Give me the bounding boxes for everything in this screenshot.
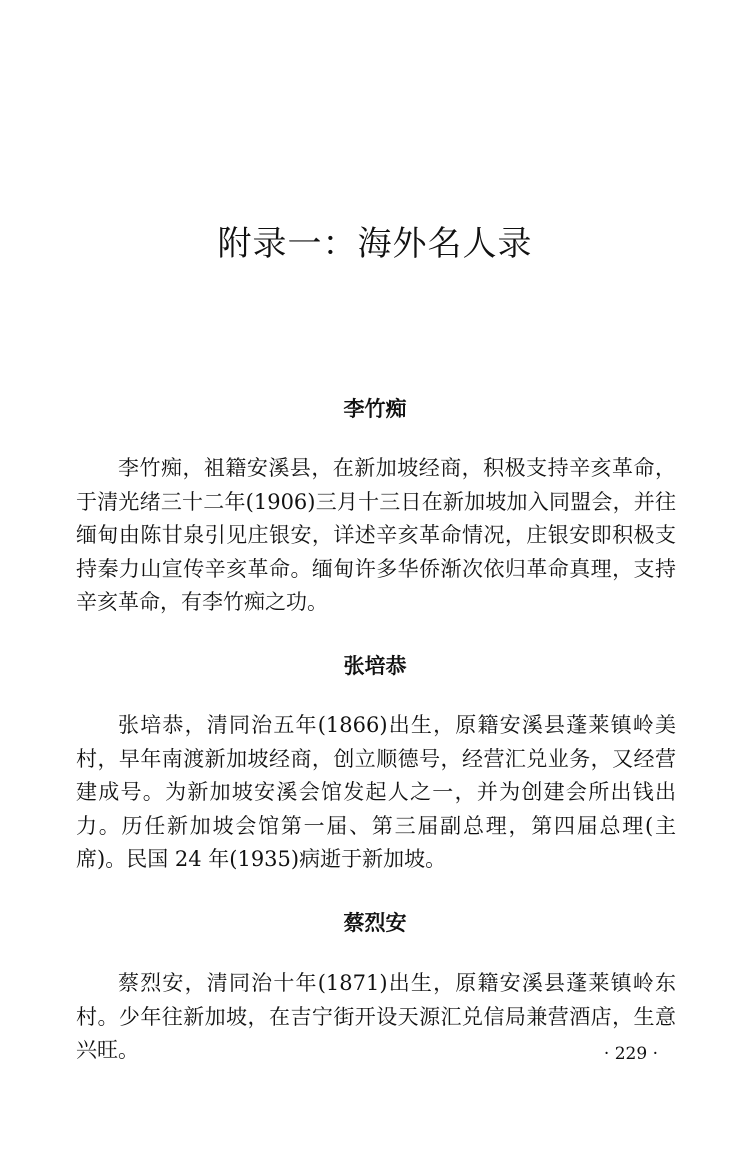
entry-text-li-zhuchi: 李竹痴，祖籍安溪县，在新加坡经商，积极支持辛亥革命，于清光绪三十二年(1906)三月十三日在新加坡加入同盟会，并往缅甸由陈甘泉引见庄银安，详述辛亥革命情况，庄银安即积极支持秦力山宣传辛亥革命。缅甸许多华侨渐次依归革命真理，支持辛亥革命，有李竹痴之功。: [76, 456, 676, 614]
entry-name-cai-lie-an: 蔡烈安: [343, 911, 407, 935]
page-number: · 229 ·: [603, 1044, 658, 1064]
entry-text-zhang-peigong: 张培恭，清同治五年(1866)出生，原籍安溪县蓬莱镇岭美村，早年南渡新加坡经商，创立顺德号，经营汇兑业务，又经营建成号。为新加坡安溪会馆发起人之一，并为创建会所出钱出力。历任新加坡会馆第一届、第三届副总理，第四届总理(主席)。民国 24 年(1935)病逝于新加坡。: [76, 713, 676, 871]
entry-name-zhang-peigong: 张培恭: [343, 654, 407, 678]
page-title: 附录一：海外名人录: [217, 224, 533, 264]
entry-text-cai-lie-an: 蔡烈安，清同治十年(1871)出生，原籍安溪县蓬莱镇岭东村。少年往新加坡，在吉宁街开设天源汇兑信局兼营酒店，生意兴旺。: [76, 971, 676, 1062]
entry-name-li-zhuchi: 李竹痴: [343, 397, 407, 421]
